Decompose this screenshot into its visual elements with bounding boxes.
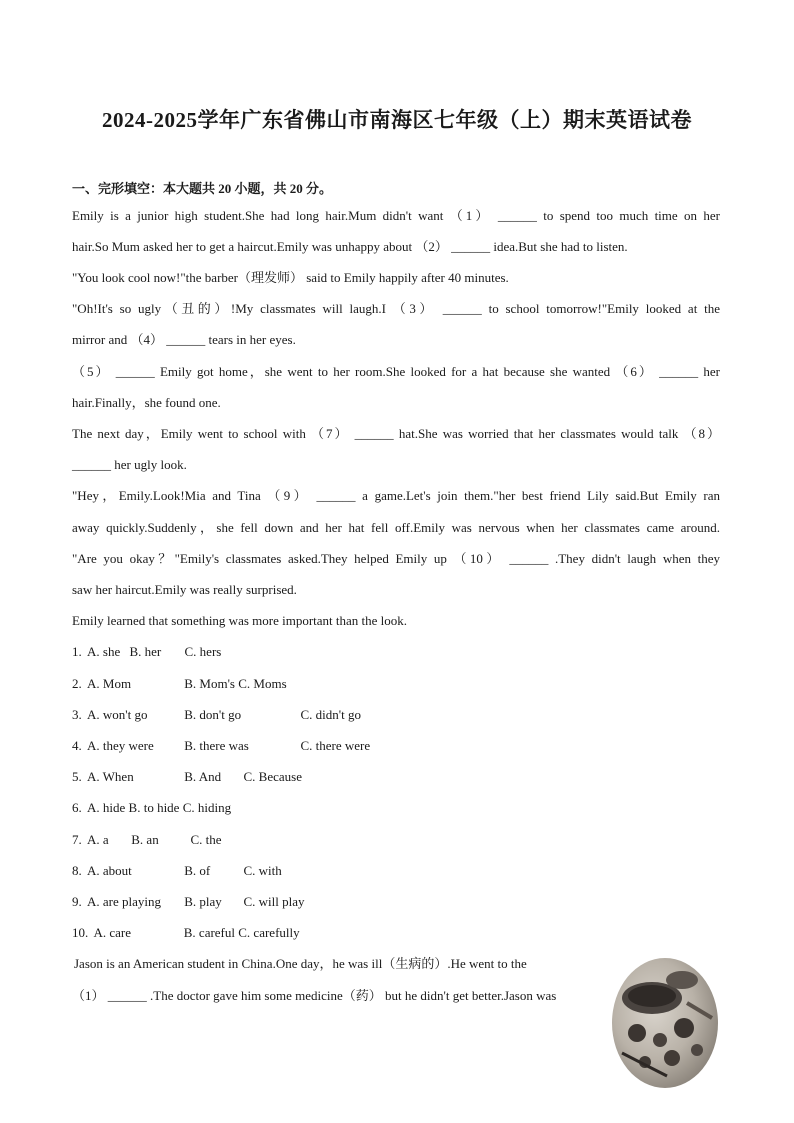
option-a: A. won't go xyxy=(87,707,148,722)
passage-line: mirror and （4） ______ tears in her eyes. xyxy=(72,332,296,347)
option-row xyxy=(72,676,287,692)
option-c: C. with xyxy=(243,863,282,878)
option-b: B. Mom's xyxy=(184,676,235,691)
passage-line: away quickly.Suddenly，she fell down and her hat fell off.Emily was nervous when her classmates came around. xyxy=(72,520,720,535)
option-b: B. careful xyxy=(183,925,236,940)
option-number: 1. xyxy=(72,644,82,659)
option-a: A. When xyxy=(87,769,134,784)
option-number: 6. xyxy=(72,800,82,815)
passage-line: Emily is a junior high student.She had long hair.Mum didn't want （1） ______ to spend too much time on her xyxy=(72,208,720,223)
option-a: A. she xyxy=(87,644,121,659)
option-row xyxy=(72,800,231,816)
option-c: C. carefully xyxy=(238,925,300,940)
passage-line: "Are you okay？"Emily's classmates asked.They helped Emily up （10） ______ .They didn't laugh when they xyxy=(72,551,720,566)
passage-line: "You look cool now!"the barber（理发师） said to Emily happily after 40 minutes. xyxy=(72,270,509,285)
option-c: C. there were xyxy=(300,738,371,753)
option-c: C. hers xyxy=(184,644,222,659)
passage-line: Jason is an American student in China.One day，he was ill（生病的）.He went to the xyxy=(74,956,527,971)
section-heading: 一、完形填空：本大题共 20 小题，共 20 分。 xyxy=(72,181,333,196)
option-row xyxy=(72,925,300,941)
option-b: B. an xyxy=(131,832,159,847)
option-a: A. hide xyxy=(87,800,126,815)
option-number: 2. xyxy=(72,676,82,691)
option-a: A. about xyxy=(87,863,132,878)
passage-line: The next day，Emily went to school with （7） ______ hat.She was worried that her classmates would talk （8） xyxy=(72,426,720,441)
option-b: B. don't go xyxy=(184,707,242,722)
passage-line: "Oh!It's so ugly（丑的）!My classmates will laugh.I （3） ______ to school tomorrow!"Emily looked at the xyxy=(72,301,720,316)
option-number: 8. xyxy=(72,863,82,878)
medicine-photo xyxy=(612,958,718,1088)
option-c: C. didn't go xyxy=(300,707,361,722)
option-row xyxy=(72,738,370,754)
option-a: A. they were xyxy=(87,738,154,753)
option-number: 4. xyxy=(72,738,82,753)
option-c: C. Moms xyxy=(238,676,287,691)
option-a: A. Mom xyxy=(87,676,132,691)
option-c: C. hiding xyxy=(182,800,232,815)
option-row xyxy=(72,644,221,660)
option-c: C. Because xyxy=(243,769,302,784)
passage-line: ______ her ugly look. xyxy=(72,457,187,472)
option-number: 3. xyxy=(72,707,82,722)
option-a: A. a xyxy=(87,832,109,847)
passage-line: "Hey，Emily.Look!Mia and Tina （9） ______ a game.Let's join them."her best friend Lily said.But Emily ran xyxy=(72,488,720,503)
passage-line: hair.Finally，she found one. xyxy=(72,395,221,410)
option-number: 7. xyxy=(72,832,82,847)
option-number: 10. xyxy=(72,925,89,940)
option-row xyxy=(72,707,361,723)
option-c: C. the xyxy=(190,832,222,847)
passage-line: Emily learned that something was more important than the look. xyxy=(72,613,408,628)
passage-line: （5） ______ Emily got home，she went to her room.She looked for a hat because she wanted （6） ______ her xyxy=(72,364,720,379)
page-title: 2024-2025学年广东省佛山市南海区七年级（上）期末英语试卷 xyxy=(102,108,692,132)
passage-line: （1） ______ .The doctor gave him some medicine（药） but he didn't get better.Jason was xyxy=(72,988,557,1003)
option-row xyxy=(72,769,302,785)
option-a: A. are playing xyxy=(87,894,162,909)
passage-line: hair.So Mum asked her to get a haircut.Emily was unhappy about （2） ______ idea.But she had to listen. xyxy=(72,239,628,254)
option-row xyxy=(72,832,222,848)
option-b: B. her xyxy=(129,644,162,659)
option-row xyxy=(72,894,305,910)
option-number: 9. xyxy=(72,894,82,909)
option-b: B. to hide xyxy=(128,800,180,815)
option-row xyxy=(72,863,282,879)
option-b: B. play xyxy=(184,894,222,909)
option-number: 5. xyxy=(72,769,82,784)
option-a: A. care xyxy=(93,925,132,940)
option-b: B. of xyxy=(184,863,211,878)
option-b: B. there was xyxy=(184,738,249,753)
option-c: C. will play xyxy=(243,894,305,909)
medicine-illustration xyxy=(612,958,718,1088)
passage-line: saw her haircut.Emily was really surprised. xyxy=(72,582,297,597)
option-b: B. And xyxy=(184,769,222,784)
